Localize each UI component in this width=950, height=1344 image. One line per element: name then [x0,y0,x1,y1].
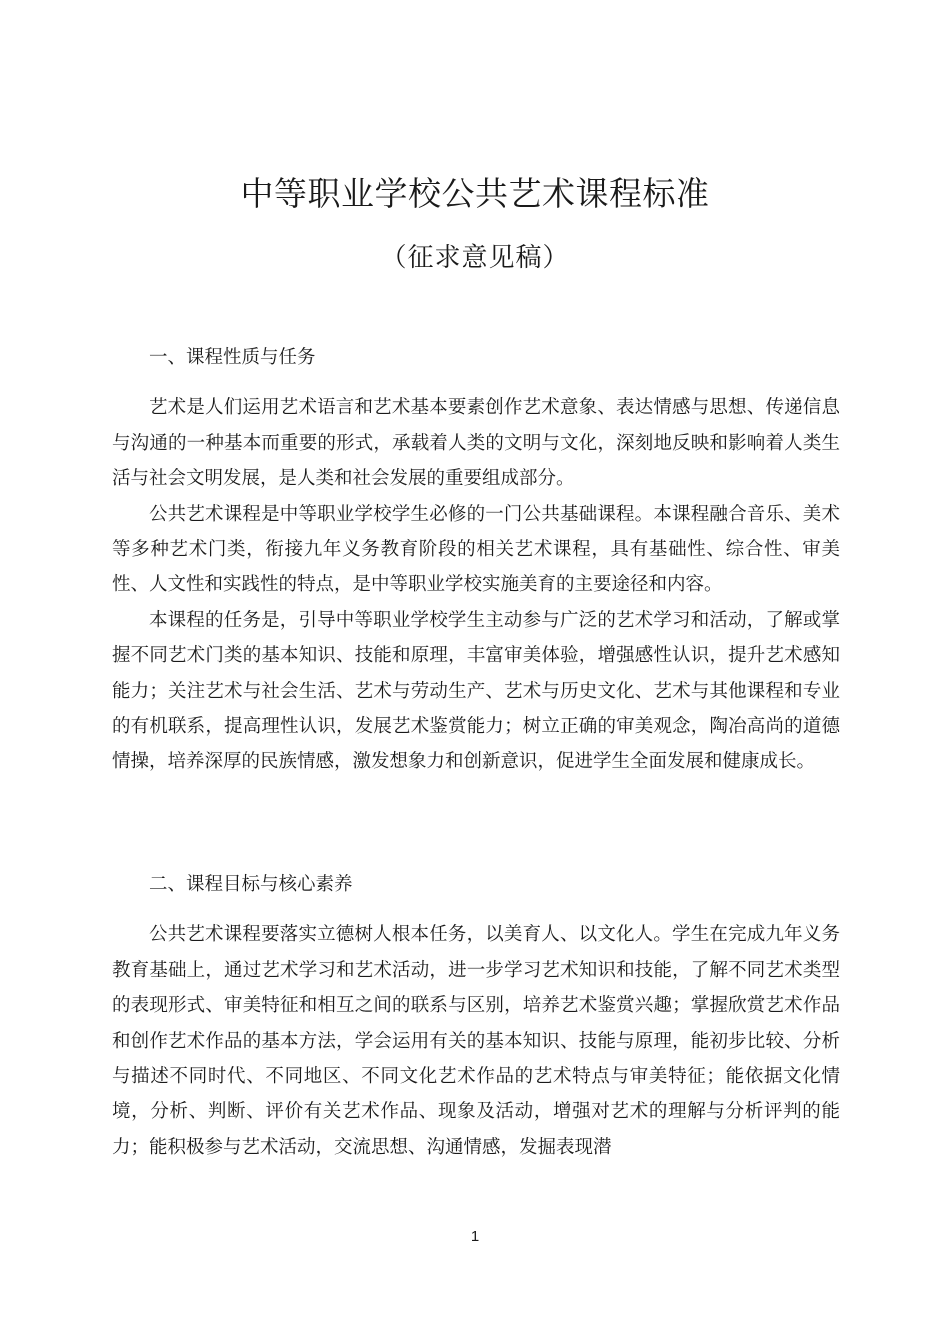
document-title: 中等职业学校公共艺术课程标准 [240,174,710,213]
paragraph: 艺术是人们运用艺术语言和艺术基本要素创作艺术意象、表达情感与思想、传递信息与沟通的一种基本而重要的形式，承载着人类的文明与文化，深刻地反映和影响着人类生活与社会文明发展，是人类和社会发展的重要组成部分。 [112,397,840,490]
document-subtitle: （征求意见稿） [380,243,570,273]
section-course-nature [112,340,840,780]
section-heading: 二、课程目标与核心素养 [149,874,353,895]
section-course-goals [112,867,840,1165]
paragraph: 公共艺术课程要落实立德树人根本任务，以美育人、以文化人。学生在完成九年义务教育基础上，通过艺术学习和艺术活动，进一步学习艺术知识和技能，了解不同艺术类型的表现形式、审美特征和相互之间的联系与区别，培养艺术鉴赏兴趣；掌握欣赏艺术作品和创作艺术作品的基本方法，学会运用有关的基本知识、技能与原理，能初步比较、分析与描述不同时代、不同地区、不同文化艺术作品的艺术特点与审美特征；能依据文化情境，分析、判断、评价有关艺术作品、现象及活动，增强对艺术的理解与分析评判的能力；能积极参与艺术活动，交流思想、沟通情感，发掘表现潜 [112,924,840,1158]
paragraph: 本课程的任务是，引导中等职业学校学生主动参与广泛的艺术学习和活动，了解或掌握不同艺术门类的基本知识、技能和原理，丰富审美体验，增强感性认识，提升艺术感知能力；关注艺术与社会生活、艺术与劳动生产、艺术与历史文化、艺术与其他课程和专业的有机联系，提高理性认识，发展艺术鉴赏能力；树立正确的审美观念，陶冶高尚的道德情操，培养深厚的民族情感，激发想象力和创新意识，促进学生全面发展和健康成长。 [112,609,840,773]
section-heading: 一、课程性质与任务 [149,347,316,368]
page-number: 1 [470,1228,480,1245]
paragraph: 公共艺术课程是中等职业学校学生必修的一门公共基础课程。本课程融合音乐、美术等多种艺术门类，衔接九年义务教育阶段的相关艺术课程，具有基础性、综合性、审美性、人文性和实践性的特点，是中等职业学校实施美育的主要途径和内容。 [112,503,840,596]
